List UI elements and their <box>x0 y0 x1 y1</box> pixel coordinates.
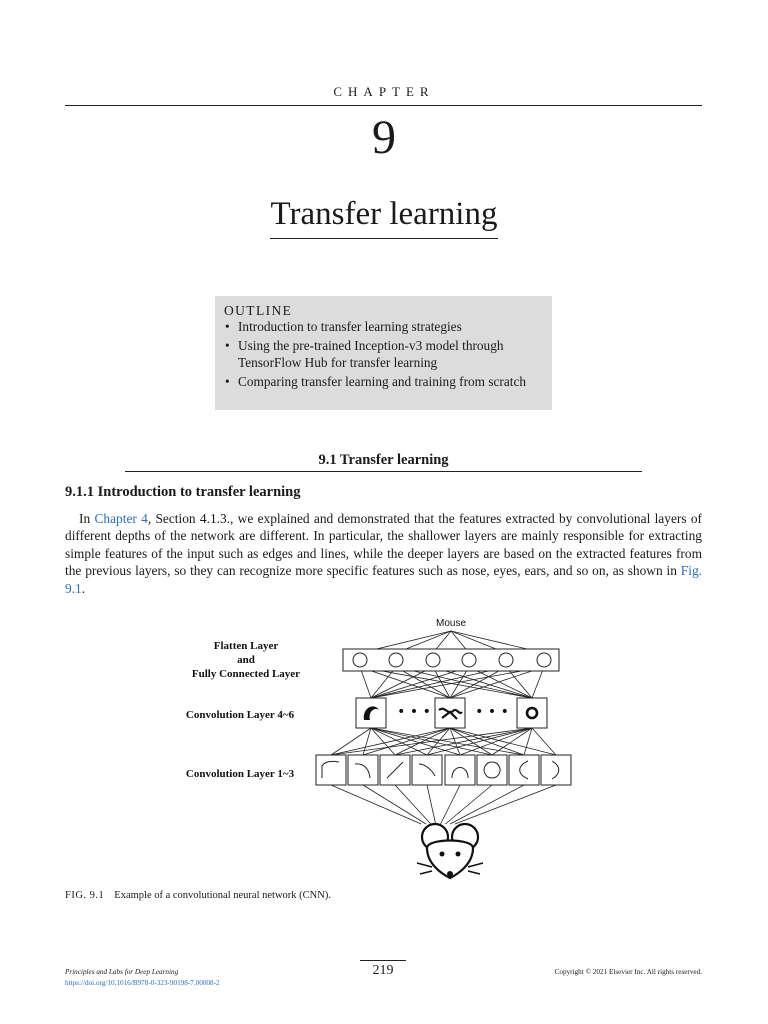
outline-item: • Introduction to transfer learning strategies <box>224 319 544 336</box>
footer-copyright: Copyright © 2021 Elsevier Inc. All rights reserved. <box>554 968 702 976</box>
chapter-rule <box>65 105 702 106</box>
outline-item: • Using the pre-trained Inception-v3 model through TensorFlow Hub for transfer learning <box>224 338 544 371</box>
feature-map-box <box>445 755 475 785</box>
feature-map-box <box>316 755 346 785</box>
feature-map-box <box>356 698 386 728</box>
feature-map-box <box>541 755 571 785</box>
label-conv-low: Convolution Layer 1~3 <box>185 768 295 780</box>
chapter-number: 9 <box>372 111 396 164</box>
footer-doi-link[interactable]: https://doi.org/10.1016/B978-0-323-90198-7.00008-2 <box>65 979 220 987</box>
edge-line <box>427 728 532 755</box>
subsection-heading: 9.1.1 Introduction to transfer learning <box>65 484 301 500</box>
fc-node <box>426 653 440 667</box>
paragraph-text: , Section 4.1.3., we explained and demonstrated that the features extracted by convolutional layers of different depths of the network are different. In particular, the shallower layers are mainly responsible for extracting simple features of the input such as edges and lines, while the deeper layers are based on the extracted features from the previous layers, so they can recognize more specific features such as nose, eyes, ears, and so on, as shown in <box>65 511 702 579</box>
body-paragraph <box>65 510 702 597</box>
ellipsis-right: • • • <box>475 704 509 720</box>
label-flatten-line3: Fully Connected Layer <box>191 668 301 680</box>
edge-line <box>395 785 431 824</box>
outline-list <box>224 319 544 393</box>
chapter-4-link[interactable]: Chapter 4 <box>94 511 148 526</box>
feature-map-box <box>412 755 442 785</box>
edge-line <box>524 728 532 755</box>
edge-line <box>331 785 421 824</box>
edge-line <box>363 728 371 755</box>
edge-line <box>360 667 371 698</box>
label-flatten-line2: and <box>237 654 255 666</box>
edge-line <box>371 667 506 698</box>
edge-line <box>445 785 492 824</box>
output-label: Mouse <box>435 618 467 629</box>
edge-line <box>455 785 556 824</box>
figure-9-1-link[interactable]: Fig. 9.1 <box>65 563 702 596</box>
outline-heading: OUTLINE <box>224 303 293 318</box>
section-rule <box>125 471 642 472</box>
feature-map-box <box>477 755 507 785</box>
edge-line <box>441 785 460 824</box>
label-conv-high: Convolution Layer 4~6 <box>185 709 295 721</box>
cnn-figure <box>170 612 600 888</box>
edge-line <box>427 785 436 824</box>
fc-node <box>389 653 403 667</box>
feature-map-box <box>517 698 547 728</box>
outline-box <box>215 296 552 410</box>
chapter-label: CHAPTER <box>333 84 435 99</box>
paragraph-tail: . <box>81 580 86 596</box>
outline-item: • Comparing transfer learning and training from scratch <box>224 374 544 391</box>
feature-map-box <box>509 755 539 785</box>
page-number: 219 <box>372 963 394 978</box>
figure-caption <box>65 890 331 901</box>
mouse-icon <box>417 824 483 878</box>
fc-node <box>537 653 551 667</box>
fc-node <box>353 653 367 667</box>
feature-map-box <box>348 755 378 785</box>
title-rule <box>270 238 498 239</box>
chapter-title: Transfer learning <box>270 196 498 232</box>
conv-low-layer <box>316 755 571 785</box>
conv-high-layer <box>356 698 547 728</box>
cnn-diagram <box>170 612 600 888</box>
footer-book-title: Principles and Labs for Deep Learning <box>65 968 179 976</box>
edge-line <box>360 667 450 698</box>
edge-line <box>450 728 460 755</box>
edge-line <box>532 667 544 698</box>
edge-line <box>532 728 556 755</box>
fc-node <box>462 653 476 667</box>
fc-layer-box <box>343 649 559 671</box>
paragraph-lead: In <box>79 511 95 526</box>
edge-line <box>331 728 371 755</box>
label-flatten-line1: Flatten Layer <box>213 640 279 652</box>
edge-line <box>371 728 427 755</box>
ellipsis-left: • • • <box>397 704 431 720</box>
figure-caption-text: Example of a convolutional neural network (CNN). <box>114 890 331 901</box>
edge-line <box>450 785 524 824</box>
section-heading: 9.1 Transfer learning <box>318 452 449 468</box>
edge-line <box>363 728 450 755</box>
page-number-rule <box>360 960 406 961</box>
fc-node <box>499 653 513 667</box>
figure-number: FIG. 9.1 <box>65 890 105 901</box>
edge-line <box>363 785 426 824</box>
